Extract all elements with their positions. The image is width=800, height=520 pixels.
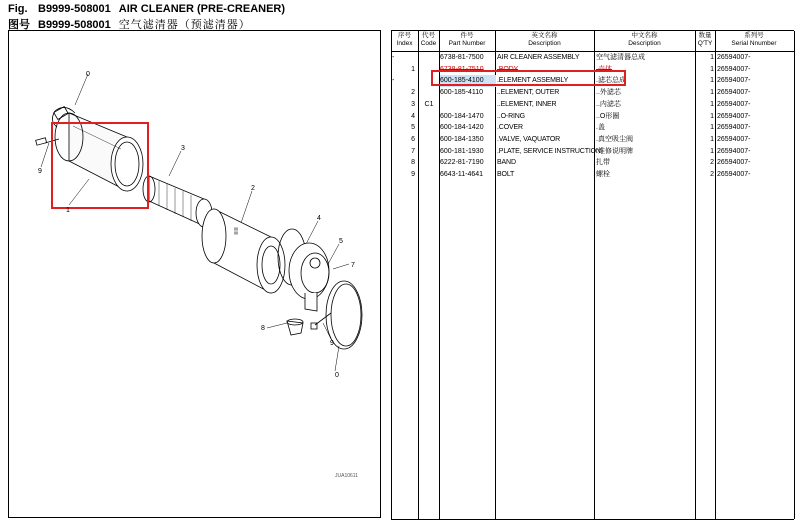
cell-description-cn: .滤芯总成	[596, 77, 626, 85]
cell-part-number: 6222-81-7190	[440, 159, 484, 167]
callout-3: 3	[181, 145, 185, 152]
cell-serial: 26594007-	[717, 147, 751, 155]
row-highlight-box	[431, 70, 626, 86]
cell-description-en: BOLT	[497, 171, 515, 178]
cell-part-number: 600-184-1420	[440, 124, 484, 132]
cn-number: B9999-508001	[38, 19, 111, 31]
cell-index: 4	[411, 112, 415, 120]
cell-part-number: 600-184-1470	[440, 112, 484, 120]
cell-index: 7	[411, 147, 415, 155]
cell-part-number: 600-185-4110	[440, 89, 484, 97]
cell-qty: 1	[710, 89, 714, 97]
cell-part-number: 600-185-4100	[440, 75, 496, 87]
cell-qty: 1	[710, 100, 714, 108]
cell-description-en: .BODY	[497, 65, 519, 73]
cell-index: 2	[411, 89, 415, 97]
table-row	[391, 169, 794, 181]
parts-table	[391, 30, 794, 520]
figure-heading-en	[8, 3, 285, 15]
callout-1: 1	[66, 207, 70, 214]
table-row	[391, 122, 794, 134]
cell-part-number: 600-184-1350	[440, 135, 484, 143]
cell-description-cn: .维修说明牌	[596, 147, 633, 155]
table-row	[391, 146, 794, 158]
cell-index: 9	[411, 171, 415, 178]
cell-serial: 26594007-	[717, 65, 751, 73]
cell-serial: 26594007-	[717, 77, 751, 85]
row-bullet: -	[392, 54, 395, 61]
bolt	[311, 313, 331, 329]
cn-label: 图号	[8, 19, 30, 31]
cell-description-cn: 螺栓	[596, 171, 610, 178]
table-row	[391, 87, 794, 99]
cell-part-number: 6643-11-4641	[440, 171, 484, 178]
cell-serial: 26594007-	[717, 171, 751, 178]
cell-serial: 26594007-	[717, 112, 751, 120]
fig-number: B9999-508001	[38, 3, 111, 15]
table-row	[391, 99, 794, 111]
cell-description-cn: ..外滤芯	[596, 89, 621, 97]
cell-index: 5	[411, 124, 415, 132]
callout-5: 5	[339, 238, 343, 245]
cn-title: 空气滤清器（预滤清器）	[118, 19, 251, 31]
callout-9-right: 9	[330, 340, 334, 347]
cell-description-cn: .真空吸尘阀	[596, 135, 633, 143]
cell-description-cn: .壳体	[596, 65, 612, 73]
cell-serial: 26594007-	[717, 100, 751, 108]
vaquator-valve	[287, 319, 303, 335]
cell-serial: 26594007-	[717, 89, 751, 97]
drawing-code: JUA10611	[335, 473, 358, 479]
cell-serial: 26594007-	[717, 159, 751, 167]
cover	[289, 243, 329, 311]
cell-qty: 1	[710, 135, 714, 143]
outer-element	[202, 209, 285, 293]
callout-4: 4	[317, 215, 321, 222]
cell-description-cn: 扎带	[596, 159, 610, 167]
cell-description-en: ..O-RING	[497, 112, 525, 120]
cell-description-en: .COVER	[497, 124, 523, 132]
th-index: 序号 Index	[396, 32, 413, 47]
cell-description-en: ..ELEMENT, INNER	[497, 100, 557, 108]
drawing-svg	[9, 31, 382, 519]
cell-description-en: AIR CLEANER ASSEMBLY	[497, 54, 580, 61]
cell-serial: 26594007-	[717, 124, 751, 132]
th-code: 代号 Code	[420, 32, 437, 47]
cell-qty: 2	[710, 159, 714, 167]
fig-title: AIR CLEANER (PRE-CREANER)	[118, 3, 286, 15]
cell-description-en: .VALVE, VAQUATOR	[497, 135, 561, 143]
callout-0-top: 0	[86, 71, 90, 78]
cell-serial: 26594007-	[717, 135, 751, 143]
cell-index: 3	[411, 100, 415, 108]
cell-part-number: 6738-81-7500	[440, 54, 484, 61]
table-header	[391, 31, 794, 52]
cell-qty: 1	[710, 54, 714, 61]
cell-qty: 1	[710, 77, 714, 85]
cell-index: 6	[411, 135, 415, 143]
callout-9-left: 9	[38, 168, 42, 175]
cell-description-cn: .盖	[596, 124, 605, 132]
callout-0-bottom: 0	[335, 372, 339, 379]
cell-index: 8	[411, 159, 415, 167]
cell-description-en: .PLATE, SERVICE INSTRUCTION	[497, 147, 601, 155]
callout-8: 8	[261, 325, 265, 332]
th-qty: 数量 Q'TY	[697, 32, 713, 47]
cell-serial: 26594007-	[717, 54, 751, 61]
inner-element	[143, 176, 212, 227]
cell-description-cn: ..内滤芯	[596, 100, 621, 108]
th-description-cn: 中文名称 Description	[628, 32, 661, 47]
fig-label: Fig.	[8, 3, 28, 15]
callout-2: 2	[251, 185, 255, 192]
table-row	[391, 134, 794, 146]
cell-part-number: 6738-81-7510	[440, 65, 484, 73]
cell-description-en: ..ELEMENT, OUTER	[497, 89, 560, 97]
cell-description-en: BAND	[497, 159, 516, 167]
th-part-number: 件号 Part Number	[448, 32, 486, 47]
cell-part-number: 600-181-1930	[440, 147, 484, 155]
cell-qty: 2	[710, 171, 714, 178]
table-row	[391, 111, 794, 123]
exploded-drawing	[8, 30, 381, 518]
cell-code: C1	[424, 100, 434, 108]
cell-description-cn: ..O形圈	[596, 112, 620, 120]
row-bullet: -	[392, 77, 395, 85]
table-row	[391, 52, 794, 64]
cell-qty: 1	[710, 65, 714, 73]
cell-qty: 1	[710, 124, 714, 132]
cell-qty: 1	[710, 147, 714, 155]
callout-7: 7	[351, 262, 355, 269]
cell-description-en: .ELEMENT ASSEMBLY	[497, 77, 569, 85]
table-row	[391, 157, 794, 169]
th-serial: 系列号 Serial Nnumber	[731, 32, 777, 47]
cell-qty: 1	[710, 112, 714, 120]
cell-description-cn: 空气滤清器总成	[596, 54, 645, 61]
th-description-en: 英文名称 Description	[528, 32, 561, 47]
cell-index: 1	[411, 65, 415, 73]
band	[326, 281, 362, 349]
